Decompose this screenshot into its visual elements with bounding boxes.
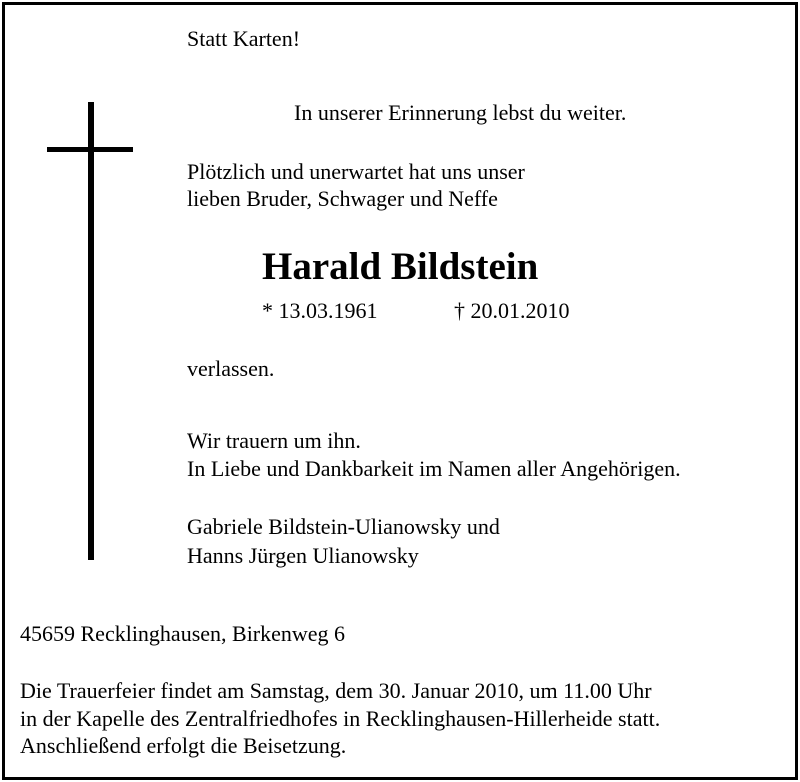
deceased-name: Harald Bildstein (262, 245, 539, 288)
announcement-ending: verlassen. (187, 356, 275, 381)
cross-horizontal-bar (47, 147, 133, 152)
motto-text: In unserer Erinnerung lebst du weiter. (294, 100, 627, 125)
mourning-line-2: In Liebe und Dankbarkeit im Namen aller Angehörigen. (187, 456, 681, 481)
funeral-line-3: Anschließend erfolgt die Beisetzung. (20, 733, 347, 758)
funeral-line-1: Die Trauerfeier findet am Samstag, dem 30. Januar 2010, um 11.00 Uhr (20, 678, 652, 703)
signatory-line-1: Gabriele Bildstein-Ulianowsky und (187, 514, 500, 539)
announcement-line-2: lieben Bruder, Schwager und Neffe (187, 186, 498, 211)
birth-date: * 13.03.1961 (262, 298, 378, 323)
signatory-line-2: Hanns Jürgen Ulianowsky (187, 543, 419, 568)
announcement-line-1: Plötzlich und unerwartet hat uns unser (187, 159, 525, 184)
intro-text: Statt Karten! (187, 26, 301, 51)
address-text: 45659 Recklinghausen, Birkenweg 6 (20, 621, 346, 646)
cross-vertical-bar (88, 102, 94, 560)
mourning-line-1: Wir trauern um ihn. (187, 428, 361, 453)
funeral-line-2: in der Kapelle des Zentralfriedhofes in Recklinghausen-Hillerheide statt. (20, 706, 661, 731)
death-date: † 20.01.2010 (454, 298, 570, 323)
